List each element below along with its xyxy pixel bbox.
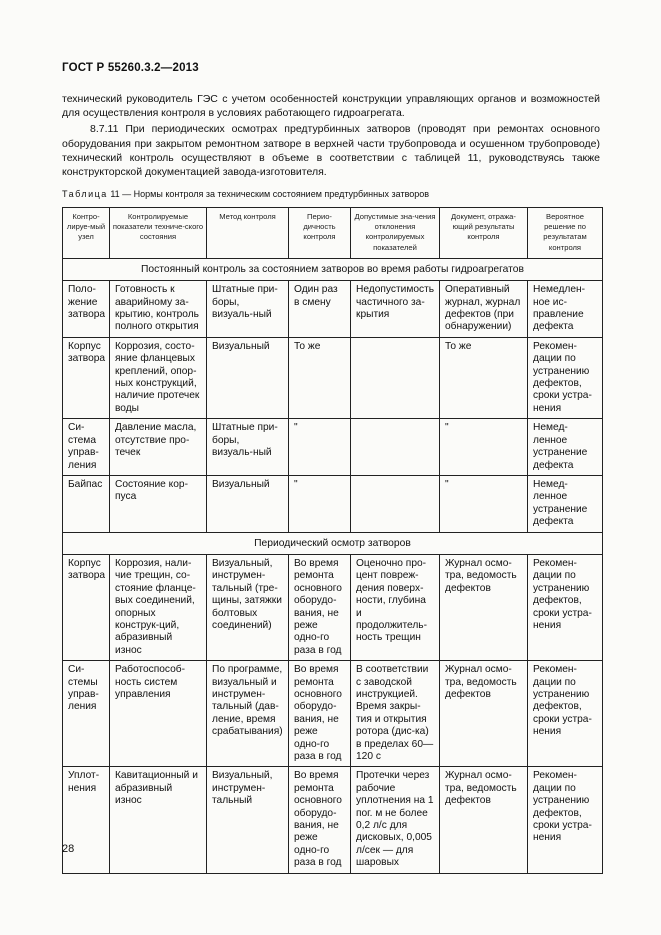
table-cell: В соответствии с заводской инструкцией. Время закры-тия и открытия ротора (дис-ка) в пределах 60—120 с	[351, 661, 440, 767]
control-norms-table	[62, 207, 603, 874]
table-cell: "	[440, 475, 528, 532]
section-row	[63, 258, 603, 280]
table-cell	[351, 475, 440, 532]
table-cell: Немед-ленное устранение дефекта	[528, 475, 603, 532]
table-cell: Давление масла, отсутствие про-течек	[110, 419, 207, 476]
page-number: 28	[62, 843, 75, 855]
section-row	[63, 532, 603, 554]
intro-text	[62, 92, 600, 179]
table-row	[63, 475, 603, 532]
table-cell: Си-стемы управ-ления	[63, 661, 110, 767]
table-cell: "	[440, 419, 528, 476]
table-cell: Штатные при-боры, визуаль-ный	[207, 281, 289, 338]
header-cell: Контролируемые показатели техниче-ского состояния	[110, 208, 207, 259]
table-cell: Состояние кор-пуса	[110, 475, 207, 532]
table-cell: Визуальный	[207, 337, 289, 418]
header-cell: Метод контроля	[207, 208, 289, 259]
table-cell: Байпас	[63, 475, 110, 532]
header-cell: Документ, отража-ющий результаты контроля	[440, 208, 528, 259]
table-cell: Уплот-нения	[63, 767, 110, 873]
table-cell: Во время ремонта основного оборудо-вания, не реже одно-го раза в год	[289, 554, 351, 660]
header-cell: Вероятное решение по результатам контроля	[528, 208, 603, 259]
table-cell: Корпус затвора	[63, 337, 110, 418]
table-cell: По программе, визуальный и инструмен-тальный (дав-ление, время срабатывания)	[207, 661, 289, 767]
table-cell: Недопустимость частичного за-крытия	[351, 281, 440, 338]
section-title: Периодический осмотр затворов	[63, 532, 603, 554]
header-cell: Перио-дичность контроля	[289, 208, 351, 259]
table-row	[63, 419, 603, 476]
table-row	[63, 661, 603, 767]
table-cell: Визуальный	[207, 475, 289, 532]
table-header-row	[63, 208, 603, 259]
table-cell: Визуальный, инструмен-тальный	[207, 767, 289, 873]
table-row	[63, 554, 603, 660]
table-cell: "	[289, 419, 351, 476]
table-cell: Один раз в смену	[289, 281, 351, 338]
table-cell	[351, 419, 440, 476]
table-caption-label: Таблица	[62, 189, 108, 199]
table-cell: Корпус затвора	[63, 554, 110, 660]
table-cell: Рекомен-дации по устранению дефектов, сроки устра-нения	[528, 554, 603, 660]
table-cell: Поло-жение затвора	[63, 281, 110, 338]
table-cell: Журнал осмо-тра, ведомость дефектов	[440, 767, 528, 873]
table-caption	[62, 189, 429, 199]
intro-paragraph-1: технический руководитель ГЭС с учетом особенностей конструкции управляющих органов и возможностей для осуществления контроля в условиях работающего гидроагрегата.	[62, 93, 600, 120]
header-cell: Допустимые зна-чения отклонения контролируемых показателей	[351, 208, 440, 259]
header-cell: Контро-лируе-мый узел	[63, 208, 110, 259]
table-cell: Си-стема управ-ления	[63, 419, 110, 476]
table-cell: Штатные при-боры, визуаль-ный	[207, 419, 289, 476]
table-cell: Коррозия, нали-чие трещин, со-стояние фланце-вых соединений, опорных конструк-ций, абразивный износ	[110, 554, 207, 660]
table-cell: То же	[440, 337, 528, 418]
intro-paragraph-2: 8.7.11 При периодических осмотрах предтурбинных затворов (проводят при ремонтах основного оборудования при закрытом ремонтном затворе в верхней части трубопровода и осушенном трубопроводе) технический контроль осуществляют в объеме в соответствии с таблицей 11, руководствуясь также конструкторской документацией завода-изготовителя.	[62, 123, 600, 179]
table-cell: Рекомен-дации по устранению дефектов, сроки устра-нения	[528, 767, 603, 873]
table-cell: Работоспособ-ность систем управления	[110, 661, 207, 767]
table-cell: Журнал осмо-тра, ведомость дефектов	[440, 661, 528, 767]
table-cell: Оперативный журнал, журнал дефектов (при обнаружении)	[440, 281, 528, 338]
table-cell: Немед-ленное устранение дефекта	[528, 419, 603, 476]
section-title: Постоянный контроль за состоянием затворов во время работы гидроагрегатов	[63, 258, 603, 280]
document-code: ГОСТ Р 55260.3.2—2013	[62, 62, 199, 74]
table-cell: Визуальный, инструмен-тальный (тре-щины, затяжки болтовых соединений)	[207, 554, 289, 660]
table-cell	[351, 337, 440, 418]
table-cell: Коррозия, состо-яние фланцевых креплений, опор-ных конструкций, наличие протечек воды	[110, 337, 207, 418]
table-row	[63, 337, 603, 418]
table-cell: Во время ремонта основного оборудо-вания, не реже одно-го раза в год	[289, 661, 351, 767]
table-cell: Оценочно про-цент повреж-дения поверх-ности, глубина и продолжитель-ность трещин	[351, 554, 440, 660]
table-cell: Протечки через рабочие уплотнения на 1 пог. м не более 0,2 л/с для дисковых, 0,005 л/сек — для шаровых	[351, 767, 440, 873]
table-cell: То же	[289, 337, 351, 418]
table-cell: Во время ремонта основного оборудо-вания, не реже одно-го раза в год	[289, 767, 351, 873]
table-row	[63, 767, 603, 873]
table-cell: Готовность к аварийному за-крытию, контроль полного открытия	[110, 281, 207, 338]
table-caption-text: 11 — Нормы контроля за техническим состоянием предтурбинных затворов	[110, 189, 430, 199]
table-cell: Журнал осмо-тра, ведомость дефектов	[440, 554, 528, 660]
table-cell: Рекомен-дации по устранению дефектов, сроки устра-нения	[528, 661, 603, 767]
table-cell: "	[289, 475, 351, 532]
table-row	[63, 281, 603, 338]
table-cell: Кавитационный и абразивный износ	[110, 767, 207, 873]
table-cell: Немедлен-ное ис-правление дефекта	[528, 281, 603, 338]
table-cell: Рекомен-дации по устранению дефектов, сроки устра-нения	[528, 337, 603, 418]
